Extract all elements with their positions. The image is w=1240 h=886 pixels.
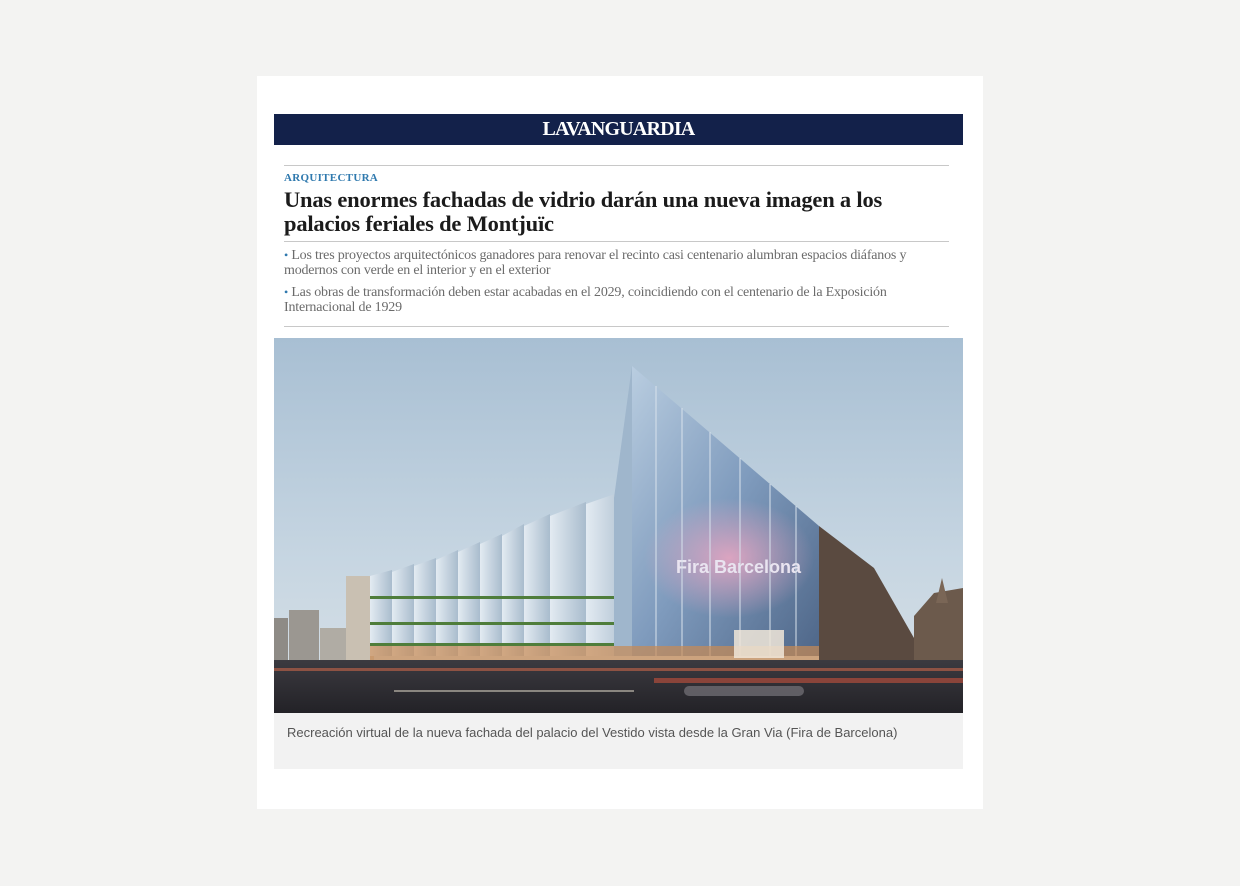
summary-list [284, 242, 949, 326]
summary-divider [284, 326, 949, 327]
summary-item [284, 248, 949, 278]
article-header [284, 165, 949, 327]
photo-caption: Recreación virtual de la nueva fachada del palacio del Vestido vista desde la Gran Via (Fira de Barcelona) [287, 725, 898, 740]
top-divider [284, 165, 949, 166]
facade-sign: Fira Barcelona [676, 557, 802, 577]
article-headline: Unas enormes fachadas de vidrio darán una nueva imagen a los palacios feriales de Montjuïc [284, 187, 883, 236]
article-clipping [257, 76, 983, 809]
article-photo [274, 338, 963, 713]
newspaper-logo: LAVANGUARDIA [542, 118, 695, 140]
bullet-dot-icon: • [284, 285, 289, 299]
summary-text: Los tres proyectos arquitectónicos ganadores para renovar el recinto casi centenario alumbran espacios diáfanos y modernos con verde en el interior y en el exterior [284, 248, 907, 278]
section-label: ARQUITECTURA [284, 172, 379, 184]
summary-item [284, 285, 949, 315]
newspaper-masthead [274, 114, 963, 145]
photo-caption-box [274, 713, 963, 769]
building-rendering-image [274, 338, 963, 713]
summary-text: Las obras de transformación deben estar acabadas en el 2029, coincidiendo con el centenario de la Exposición Internacional de 1929 [284, 285, 887, 315]
bullet-dot-icon: • [284, 248, 289, 262]
